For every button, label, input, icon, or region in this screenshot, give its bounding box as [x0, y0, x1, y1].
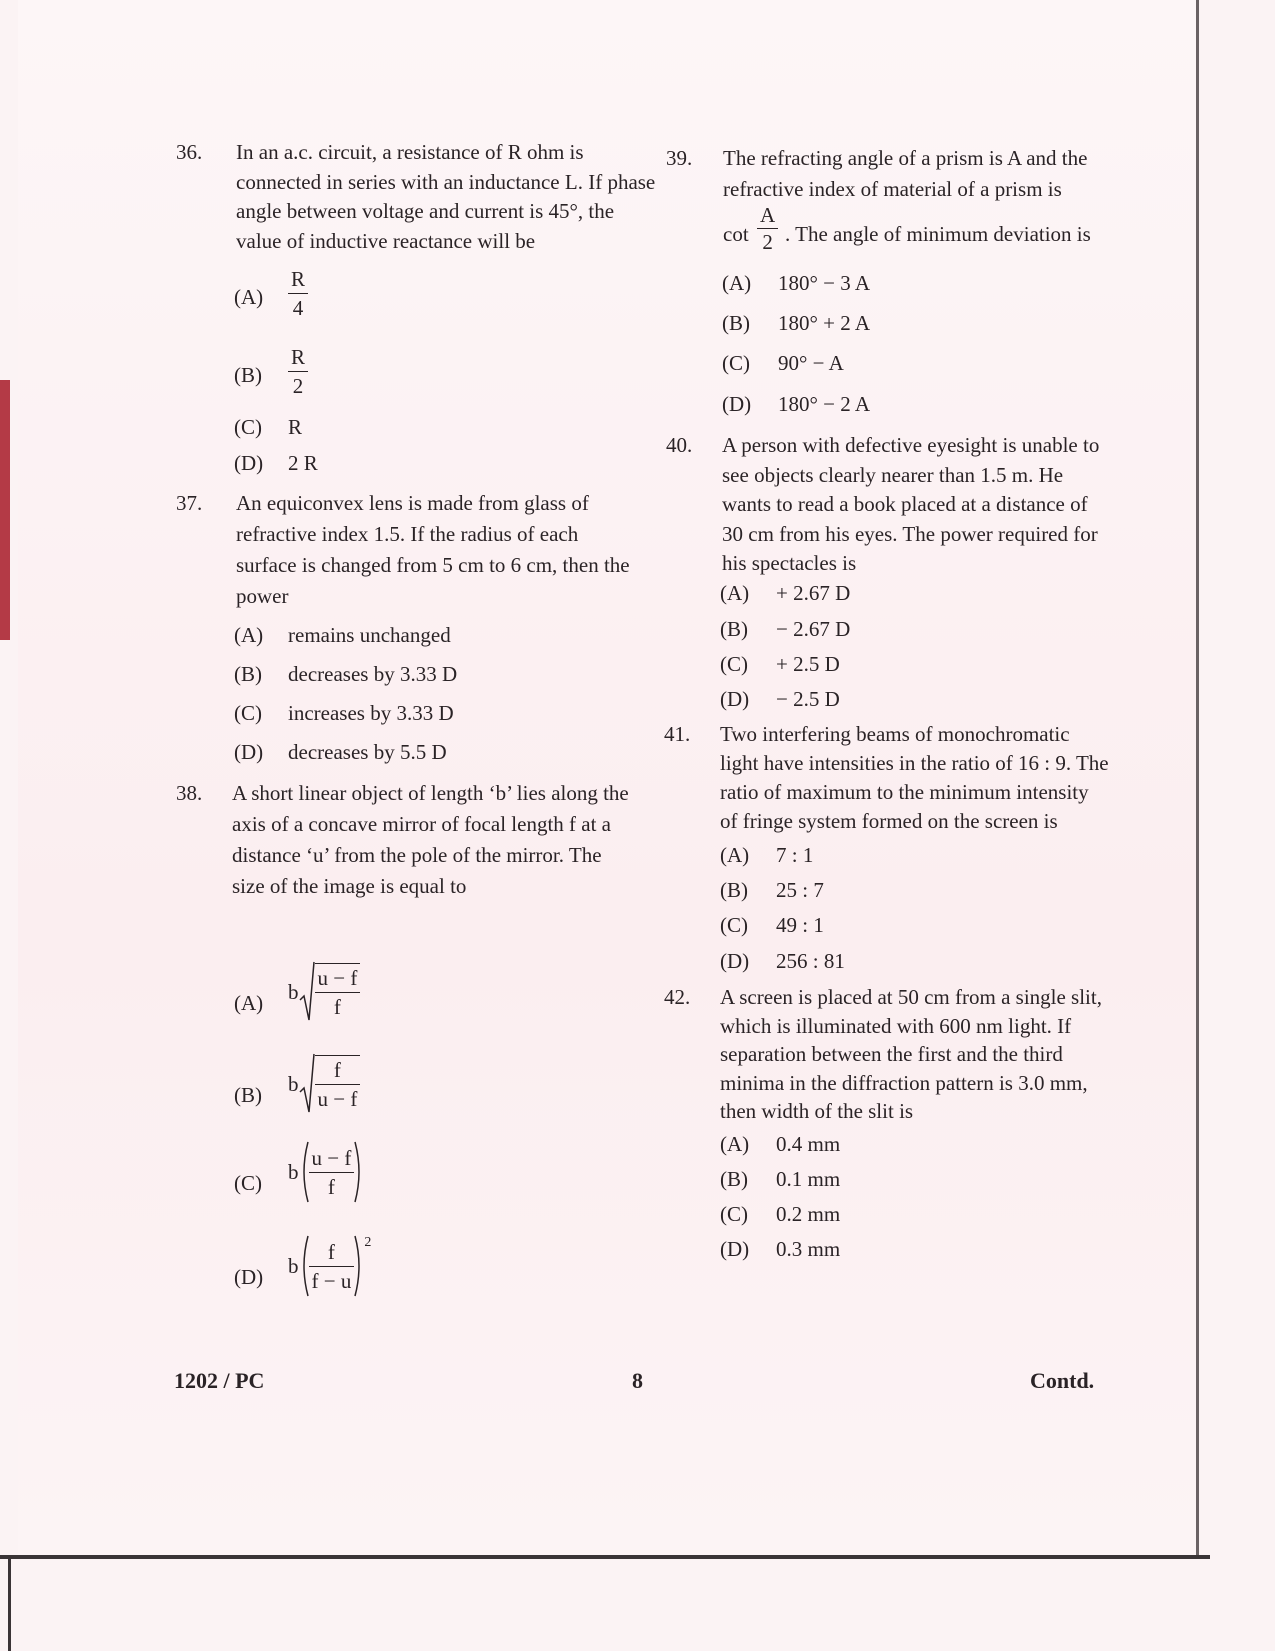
option-label: (C): [720, 1202, 748, 1226]
option-value: increases by 3.33 D: [288, 701, 454, 725]
question-number: 37.: [176, 491, 203, 515]
question-text: The refracting angle of a prism is A and the refractive index of material of a prism is: [723, 146, 1088, 201]
question-text: An equiconvex lens is made from glass of refractive index 1.5. If the radius of each surface is changed from 5 cm to 6 cm, then the power: [236, 491, 630, 608]
question-text: A screen is placed at 50 cm from a single slit, which is illuminated with 600 nm light. If separation between the first and the third minima in the diffraction pattern is 3.0 mm, then width of the slit is: [720, 985, 1102, 1123]
page-number: 8: [632, 1368, 643, 1393]
option-label: (D): [234, 451, 264, 475]
option-label: (D): [234, 740, 264, 764]
option-label: (A): [722, 271, 752, 295]
option-label: (A): [720, 1132, 750, 1156]
option-label: (C): [234, 415, 262, 439]
question-number: 38.: [176, 781, 203, 805]
fraction: $\frac{R}{2}$: [288, 343, 308, 400]
question-text: Two interfering beams of monochromatic light have intensities in the ratio of 16 : 9. The ratio of maximum to the minimum intensity of fringe system formed on the screen is: [720, 722, 1109, 833]
option-value: 90° − A: [778, 351, 844, 375]
option-value: remains unchanged: [288, 623, 451, 647]
option-label: (A): [234, 285, 264, 309]
left-paren: [299, 1234, 309, 1298]
option-value: 0.2 mm: [776, 1202, 841, 1226]
question-number: 42.: [664, 985, 691, 1009]
option-label: (D): [722, 392, 752, 416]
option-value: 25 : 7: [776, 878, 824, 902]
continued-label: Contd.: [1030, 1368, 1095, 1393]
fraction: $\frac{f}{u - f}$: [315, 1055, 361, 1113]
sqrt-sign: [299, 960, 315, 1024]
fraction: $\frac{f}{f - u}$: [309, 1238, 355, 1295]
sqrt-sign: [299, 1052, 315, 1116]
question-number: 41.: [664, 722, 691, 746]
right-paren: [354, 1234, 364, 1298]
option-label: (B): [234, 1083, 262, 1107]
paper-code: 1202 / PC: [174, 1368, 265, 1393]
option-value: 180° + 2 A: [778, 311, 870, 335]
option-label: (B): [234, 662, 262, 686]
option-value: 0.1 mm: [776, 1167, 841, 1191]
option-label: (A): [720, 843, 750, 867]
question-text: In an a.c. circuit, a resistance of R ohm is connected in series with an inductance L. If phase angle between voltage and current is 45°, the value of inductive reactance will be: [236, 140, 656, 253]
option-label: (A): [234, 991, 264, 1015]
fraction: $\frac{R}{4}$: [288, 265, 308, 322]
option-label: (B): [720, 1167, 748, 1191]
exponent: 2: [364, 1235, 372, 1250]
option-label: (C): [720, 913, 748, 937]
left-paren: [299, 1140, 309, 1204]
option-value: decreases by 3.33 D: [288, 662, 458, 686]
option-label: (D): [720, 949, 750, 973]
option-label: (B): [720, 617, 748, 641]
option-value: + 2.5 D: [776, 652, 840, 676]
question-text: A person with defective eyesight is unable to see objects clearly nearer than 1.5 m. He wants to read a book placed at a distance of 30 cm from his eyes. The power required for his spectacles is: [722, 433, 1100, 575]
option-label: (C): [720, 652, 748, 676]
cot-label: cot: [723, 222, 749, 246]
option-value: − 2.5 D: [776, 687, 840, 711]
option-value: 7 : 1: [776, 843, 814, 867]
option-label: (A): [234, 623, 264, 647]
option-label: (B): [720, 878, 748, 902]
option-value: 180° − 2 A: [778, 392, 870, 416]
fraction: $\frac{u - f}{f}$: [315, 963, 361, 1021]
page-edge-bottom: [0, 1555, 1210, 1559]
question-39-cot-line: cot $\frac{A}{2}$ . The angle of minimum deviation is: [723, 203, 1091, 254]
page-edge-right: [1196, 0, 1199, 1555]
right-paren: [354, 1140, 364, 1204]
option-value: 256 : 81: [776, 949, 845, 973]
question-number: 36.: [176, 140, 203, 164]
page-edge-left: [8, 1555, 11, 1651]
option-value: 180° − 3 A: [778, 271, 870, 295]
option-label: (D): [234, 1265, 264, 1289]
question-number: 39.: [666, 146, 693, 170]
option-value: 2 R: [288, 451, 318, 475]
question-text: A short linear object of length ‘b’ lies along the axis of a concave mirror of focal length f at a distance ‘u’ from the pole of the mirror. The size of the image is equal to: [232, 781, 629, 898]
option-label: (C): [234, 1171, 262, 1195]
option-label: (B): [234, 363, 262, 387]
question-number: 40.: [666, 433, 693, 457]
option-label: (D): [720, 1237, 750, 1261]
option-label: (C): [234, 701, 262, 725]
option-value: 49 : 1: [776, 913, 824, 937]
option-label: (A): [720, 581, 750, 605]
fraction: $\frac{u - f}{f}$: [309, 1144, 355, 1201]
option-label: (C): [722, 351, 750, 375]
option-value: − 2.67 D: [776, 617, 851, 641]
cot-fraction: $\frac{A}{2}$: [757, 202, 778, 255]
option-value: 0.3 mm: [776, 1237, 841, 1261]
option-value: 0.4 mm: [776, 1132, 841, 1156]
option-value: + 2.67 D: [776, 581, 851, 605]
option-value: decreases by 5.5 D: [288, 740, 447, 764]
option-label: (B): [722, 311, 750, 335]
option-value: R: [288, 415, 303, 439]
option-label: (D): [720, 687, 750, 711]
binding-strip: [0, 380, 10, 640]
